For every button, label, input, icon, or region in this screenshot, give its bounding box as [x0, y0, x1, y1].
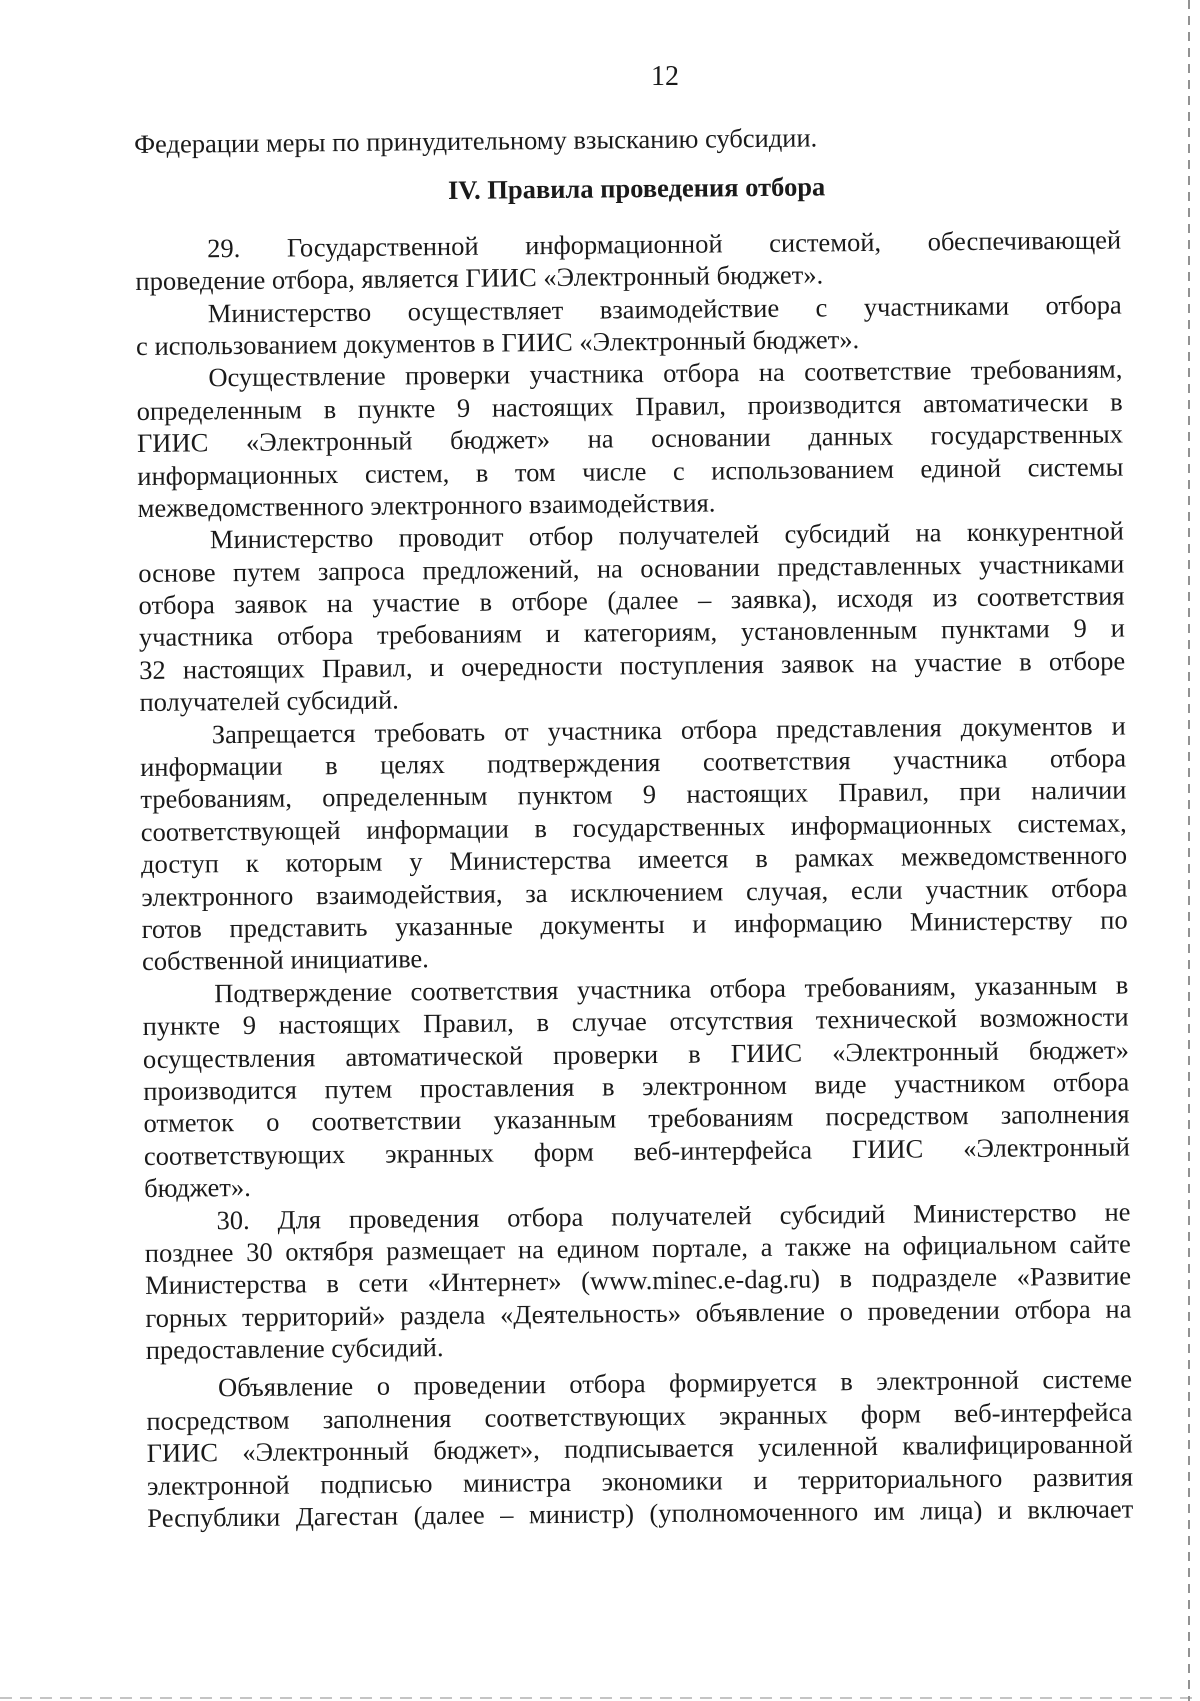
paragraph-line: Министерство осуществляет взаимодействие с участниками отбора: [207, 289, 1122, 328]
paragraph-line: соответствующей информации в государственных информационных системах,: [140, 807, 1127, 847]
paragraph-line: пункте 9 настоящих Правил, в случае отсутствия технической возможности: [142, 1001, 1129, 1042]
paragraph-line: Запрещается требовать от участника отбора представления документов и: [211, 710, 1126, 749]
paragraph-line: соответствующих экранных форм веб-интерфейса ГИИС «Электронный: [143, 1131, 1130, 1171]
paragraph-line: электронного взаимодействия, за исключением случая, если участник отбора: [141, 872, 1128, 912]
paragraph-line: проведение отбора, является ГИИС «Электронный бюджет».: [135, 259, 824, 297]
paragraph-line: бюджет».: [144, 1172, 251, 1204]
scan-bottom-edge: [0, 1697, 1200, 1699]
paragraph-line: отбора заявок на участие в отборе (далее – заявка), исходя из соответствия: [138, 580, 1125, 621]
document-body: [134, 119, 1133, 1535]
paragraph-line: позднее 30 октября размещает на едином портале, а также на официальном сайте: [144, 1228, 1131, 1268]
paragraph-line: участника отбора требованиям и категориям, установленным пунктами 9 и: [138, 612, 1125, 653]
paragraph-line: 29. Государственной информационной системой, обеспечивающей: [207, 224, 1122, 264]
paragraph-line: осуществления автоматической проверки в ГИИС «Электронный бюджет»: [142, 1034, 1130, 1074]
page-number: 12: [651, 61, 679, 92]
paragraph-line: производится путем проставления в электронном виде участником отбора: [143, 1066, 1130, 1106]
paragraph-line: ГИИС «Электронный бюджет» на основании данных государственных: [136, 418, 1124, 459]
paragraph-line: отметок о соответствии указанным требованиям посредством заполнения: [143, 1098, 1130, 1139]
paragraph-line: Осуществление проверки участника отбора на соответствие требованиям,: [208, 353, 1123, 393]
paragraph-line: определенным в пункте 9 настоящих Правил, производится автоматически в: [136, 386, 1123, 426]
paragraph-line: информационных систем, в том числе с использованием единой системы: [137, 451, 1124, 491]
paragraph-line: готов представить указанные документы и информацию Министерству по: [141, 904, 1128, 944]
section-heading: IV. Правила проведения отбора: [447, 171, 826, 206]
paragraph-line: собственной инициативе.: [141, 943, 430, 977]
paragraph-line: доступ к которым у Министерства имеется в рамках межведомственного: [140, 839, 1128, 880]
paragraph-line: Министерство проводит отбор получателей субсидий на конкурентной: [209, 515, 1125, 555]
paragraph-line: требованиям, определенным пунктом 9 настоящих Правил, при наличии: [140, 774, 1127, 815]
paragraph-line: межведомственного электронного взаимодействия.: [137, 487, 716, 523]
scan-edge-line: [1188, 0, 1190, 1701]
paragraph-line: 30. Для проведения отбора получателей субсидий Министерство не: [216, 1195, 1131, 1235]
paragraph-line: 32 настоящих Правил, и очередности поступления заявок на участие в отборе: [139, 645, 1126, 685]
paragraph-line: электронной подписью министра экономики и территориального развития: [146, 1461, 1134, 1501]
paragraph-line: информации в целях подтверждения соответствия участника отбора: [139, 742, 1127, 783]
paragraph-line: предоставление субсидий.: [145, 1332, 444, 1366]
paragraph-line: посредством заполнения соответствующих экранных форм веб-интерфейса: [146, 1396, 1133, 1436]
paragraph-line: основе путем запроса предложений, на основании представленных участниками: [138, 548, 1125, 588]
paragraph-line: ГИИС «Электронный бюджет», подписывается усиленной квалифицированной: [146, 1428, 1133, 1469]
paragraph-line: Подтверждение соответствия участника отбора требованиям, указанным в: [214, 969, 1129, 1009]
paragraph-line: с использованием документов в ГИИС «Электронный бюджет».: [135, 324, 860, 361]
paragraph-line: Объявление о проведении отбора формируется в электронной системе: [217, 1363, 1133, 1403]
paragraph-line: получателей субсидий.: [139, 684, 399, 718]
paragraph-line: Федерации меры по принудительному взысканию субсидии.: [134, 122, 818, 159]
paragraph-line: горных территорий» раздела «Деятельность» объявление о проведении отбора на: [145, 1293, 1132, 1333]
paragraph-line: Республики Дагестан (далее – министр) (уполномоченного им лица) и включает: [147, 1493, 1134, 1533]
paragraph-line: Министерства в сети «Интернет» (www.minec.e-dag.ru) в подразделе «Развитие: [144, 1260, 1132, 1301]
